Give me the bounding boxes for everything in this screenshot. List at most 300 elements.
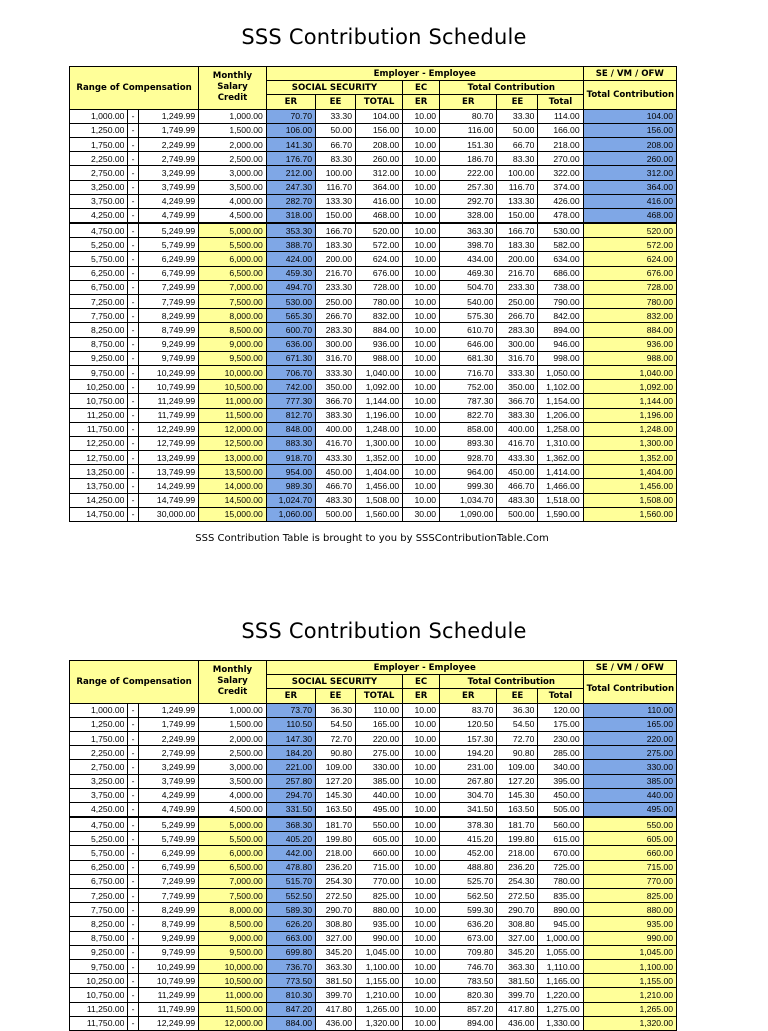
cell-range-from: 5,250.00	[70, 238, 128, 252]
cell-ss-total: 715.00	[355, 860, 402, 874]
cell-se-total: 495.00	[583, 802, 676, 817]
cell-range-dash: -	[128, 238, 138, 252]
cell-ss-ee: 417.80	[316, 1002, 356, 1016]
cell-range-dash: -	[128, 266, 138, 280]
cell-range-from: 10,750.00	[70, 988, 128, 1002]
cell-se-total: 660.00	[583, 846, 676, 860]
cell-se-total: 104.00	[583, 109, 676, 123]
cell-se-total: 520.00	[583, 223, 676, 238]
cell-tc-total: 946.00	[538, 337, 583, 351]
cell-tc-total: 114.00	[538, 109, 583, 123]
cell-ec-er: 10.00	[403, 436, 440, 450]
cell-se-total: 715.00	[583, 860, 676, 874]
cell-salary-credit: 3,000.00	[199, 760, 267, 774]
cell-ss-er: 848.00	[266, 422, 315, 436]
header-social-security: SOCIAL SECURITY	[266, 81, 402, 95]
cell-ss-ee: 36.30	[316, 703, 356, 717]
cell-range-dash: -	[128, 295, 138, 309]
cell-tc-total: 1,590.00	[538, 507, 583, 521]
cell-se-total: 1,155.00	[583, 974, 676, 988]
cell-ec-er: 10.00	[403, 166, 440, 180]
cell-ec-er: 10.00	[403, 1002, 440, 1016]
cell-se-total: 312.00	[583, 166, 676, 180]
cell-tc-ee: 345.20	[497, 945, 538, 959]
cell-ss-total: 495.00	[355, 802, 402, 817]
cell-tc-ee: 283.30	[497, 323, 538, 337]
cell-ss-er: 736.70	[266, 959, 315, 973]
cell-range-to: 7,749.99	[138, 889, 198, 903]
header-se-total-contribution: Total Contribution	[583, 675, 676, 703]
cell-range-dash: -	[128, 465, 138, 479]
cell-se-total: 605.00	[583, 832, 676, 846]
cell-tc-total: 1,206.00	[538, 408, 583, 422]
cell-salary-credit: 5,500.00	[199, 832, 267, 846]
cell-ss-ee: 466.70	[316, 479, 356, 493]
table-row	[70, 422, 677, 436]
cell-ss-er: 636.00	[266, 337, 315, 351]
cell-tc-er: 304.70	[440, 788, 497, 802]
cell-ss-total: 156.00	[355, 123, 402, 137]
cell-ss-ee: 216.70	[316, 266, 356, 280]
cell-range-from: 9,250.00	[70, 351, 128, 365]
cell-tc-ee: 400.00	[497, 422, 538, 436]
cell-range-from: 10,250.00	[70, 380, 128, 394]
cell-tc-er: 488.80	[440, 860, 497, 874]
table-row	[70, 988, 677, 1002]
cell-se-total: 156.00	[583, 123, 676, 137]
cell-se-total: 728.00	[583, 280, 676, 294]
cell-tc-ee: 399.70	[497, 988, 538, 1002]
cell-se-total: 1,144.00	[583, 394, 676, 408]
cell-ec-er: 10.00	[403, 451, 440, 465]
cell-ss-er: 552.50	[266, 889, 315, 903]
table-row	[70, 493, 677, 507]
table-row	[70, 194, 677, 208]
cell-tc-er: 709.80	[440, 945, 497, 959]
cell-ss-ee: 436.00	[316, 1016, 356, 1030]
table-row	[70, 1002, 677, 1016]
cell-ec-er: 10.00	[403, 208, 440, 223]
table-row	[70, 252, 677, 266]
cell-range-to: 4,249.99	[138, 194, 198, 208]
header-ss-total: TOTAL	[355, 689, 402, 703]
header-total-contribution: Total Contribution	[440, 81, 584, 95]
cell-range-to: 13,249.99	[138, 451, 198, 465]
cell-ec-er: 10.00	[403, 788, 440, 802]
cell-range-to: 30,000.00	[138, 507, 198, 521]
cell-ec-er: 10.00	[403, 295, 440, 309]
cell-tc-ee: 233.30	[497, 280, 538, 294]
cell-tc-total: 395.00	[538, 774, 583, 788]
cell-tc-ee: 133.30	[497, 194, 538, 208]
table-row	[70, 703, 677, 717]
cell-ss-er: 353.30	[266, 223, 315, 238]
cell-range-dash: -	[128, 365, 138, 379]
cell-ss-total: 330.00	[355, 760, 402, 774]
cell-se-total: 275.00	[583, 746, 676, 760]
cell-salary-credit: 4,500.00	[199, 802, 267, 817]
cell-range-from: 1,750.00	[70, 731, 128, 745]
cell-range-dash: -	[128, 280, 138, 294]
cell-tc-ee: 416.70	[497, 436, 538, 450]
cell-salary-credit: 8,000.00	[199, 309, 267, 323]
table-row	[70, 408, 677, 422]
cell-range-to: 9,249.99	[138, 931, 198, 945]
cell-ss-ee: 83.30	[316, 152, 356, 166]
cell-range-to: 10,249.99	[138, 365, 198, 379]
cell-ec-er: 10.00	[403, 351, 440, 365]
cell-se-total: 935.00	[583, 917, 676, 931]
header-ec-er: ER	[403, 95, 440, 109]
cell-range-to: 11,749.99	[138, 1002, 198, 1016]
cell-range-from: 4,250.00	[70, 208, 128, 223]
cell-tc-total: 582.00	[538, 238, 583, 252]
cell-ss-ee: 50.00	[316, 123, 356, 137]
cell-ss-ee: 127.20	[316, 774, 356, 788]
cell-tc-er: 157.30	[440, 731, 497, 745]
cell-tc-total: 1,055.00	[538, 945, 583, 959]
cell-se-total: 1,092.00	[583, 380, 676, 394]
header-tc-er: ER	[440, 689, 497, 703]
cell-range-to: 14,249.99	[138, 479, 198, 493]
cell-ec-er: 10.00	[403, 760, 440, 774]
cell-tc-total: 1,258.00	[538, 422, 583, 436]
cell-range-from: 11,750.00	[70, 422, 128, 436]
cell-tc-er: 415.20	[440, 832, 497, 846]
cell-tc-er: 752.00	[440, 380, 497, 394]
table-row	[70, 309, 677, 323]
cell-tc-er: 257.30	[440, 180, 497, 194]
cell-tc-er: 328.00	[440, 208, 497, 223]
cell-ec-er: 10.00	[403, 252, 440, 266]
cell-range-dash: -	[128, 846, 138, 860]
header-total-contribution: Total Contribution	[440, 675, 584, 689]
cell-range-dash: -	[128, 802, 138, 817]
cell-ss-ee: 316.70	[316, 351, 356, 365]
cell-ec-er: 10.00	[403, 717, 440, 731]
cell-ss-ee: 181.70	[316, 817, 356, 832]
cell-se-total: 220.00	[583, 731, 676, 745]
cell-se-total: 1,300.00	[583, 436, 676, 450]
cell-ec-er: 10.00	[403, 817, 440, 832]
cell-ss-total: 312.00	[355, 166, 402, 180]
cell-tc-total: 790.00	[538, 295, 583, 309]
cell-ss-total: 660.00	[355, 846, 402, 860]
cell-range-from: 1,000.00	[70, 109, 128, 123]
cell-tc-er: 783.50	[440, 974, 497, 988]
cell-tc-er: 120.50	[440, 717, 497, 731]
header-se-vm-ofw: SE / VM / OFW	[583, 67, 676, 81]
cell-salary-credit: 2,000.00	[199, 731, 267, 745]
cell-tc-ee: 127.20	[497, 774, 538, 788]
cell-se-total: 1,196.00	[583, 408, 676, 422]
cell-range-from: 8,250.00	[70, 323, 128, 337]
cell-range-dash: -	[128, 123, 138, 137]
table-row	[70, 959, 677, 973]
cell-salary-credit: 5,000.00	[199, 817, 267, 832]
table-row	[70, 323, 677, 337]
cell-ec-er: 10.00	[403, 988, 440, 1002]
cell-ss-total: 385.00	[355, 774, 402, 788]
cell-range-from: 2,250.00	[70, 746, 128, 760]
cell-ec-er: 10.00	[403, 802, 440, 817]
cell-tc-ee: 436.00	[497, 1016, 538, 1030]
cell-salary-credit: 6,500.00	[199, 266, 267, 280]
cell-se-total: 884.00	[583, 323, 676, 337]
cell-se-total: 1,352.00	[583, 451, 676, 465]
cell-ss-ee: 400.00	[316, 422, 356, 436]
table-row	[70, 123, 677, 137]
cell-tc-er: 636.20	[440, 917, 497, 931]
cell-salary-credit: 8,000.00	[199, 903, 267, 917]
cell-ss-ee: 272.50	[316, 889, 356, 903]
cell-tc-total: 1,310.00	[538, 436, 583, 450]
cell-ec-er: 10.00	[403, 380, 440, 394]
cell-range-to: 4,749.99	[138, 208, 198, 223]
cell-ss-er: 742.00	[266, 380, 315, 394]
cell-tc-total: 340.00	[538, 760, 583, 774]
cell-se-total: 1,456.00	[583, 479, 676, 493]
cell-ss-er: 282.70	[266, 194, 315, 208]
cell-tc-total: 670.00	[538, 846, 583, 860]
table-row	[70, 394, 677, 408]
table-row	[70, 931, 677, 945]
cell-tc-ee: 363.30	[497, 959, 538, 973]
cell-salary-credit: 5,500.00	[199, 238, 267, 252]
cell-range-from: 3,250.00	[70, 180, 128, 194]
cell-tc-er: 80.70	[440, 109, 497, 123]
cell-se-total: 880.00	[583, 903, 676, 917]
cell-ss-ee: 236.20	[316, 860, 356, 874]
cell-range-to: 6,249.99	[138, 252, 198, 266]
cell-tc-total: 738.00	[538, 280, 583, 294]
cell-tc-total: 1,362.00	[538, 451, 583, 465]
table-row	[70, 451, 677, 465]
header-monthly-salary-credit: Monthly Salary Credit	[199, 67, 267, 110]
cell-range-dash: -	[128, 746, 138, 760]
cell-tc-total: 426.00	[538, 194, 583, 208]
table-row	[70, 238, 677, 252]
cell-ss-ee: 90.80	[316, 746, 356, 760]
cell-range-from: 9,250.00	[70, 945, 128, 959]
header-range-of-compensation: Range of Compensation	[70, 661, 199, 704]
table-row	[70, 380, 677, 394]
cell-ss-ee: 500.00	[316, 507, 356, 521]
cell-tc-ee: 483.30	[497, 493, 538, 507]
cell-tc-er: 858.00	[440, 422, 497, 436]
cell-range-from: 1,250.00	[70, 123, 128, 137]
cell-ss-er: 478.80	[266, 860, 315, 874]
cell-ss-er: 671.30	[266, 351, 315, 365]
cell-range-from: 6,750.00	[70, 874, 128, 888]
cell-ec-er: 10.00	[403, 945, 440, 959]
cell-range-from: 7,250.00	[70, 295, 128, 309]
cell-ss-er: 810.30	[266, 988, 315, 1002]
cell-range-dash: -	[128, 252, 138, 266]
cell-salary-credit: 9,000.00	[199, 337, 267, 351]
cell-ss-total: 1,210.00	[355, 988, 402, 1002]
cell-tc-er: 999.30	[440, 479, 497, 493]
cell-ss-er: 221.00	[266, 760, 315, 774]
header-tc-total: Total	[538, 95, 583, 109]
cell-salary-credit: 14,500.00	[199, 493, 267, 507]
cell-ss-ee: 33.30	[316, 109, 356, 123]
cell-tc-er: 116.00	[440, 123, 497, 137]
table-row	[70, 746, 677, 760]
cell-range-dash: -	[128, 817, 138, 832]
table-row	[70, 109, 677, 123]
header-tc-ee: EE	[497, 689, 538, 703]
cell-ss-er: 626.20	[266, 917, 315, 931]
cell-range-from: 8,750.00	[70, 337, 128, 351]
cell-range-to: 10,749.99	[138, 380, 198, 394]
cell-tc-ee: 290.70	[497, 903, 538, 917]
cell-ss-er: 812.70	[266, 408, 315, 422]
cell-tc-ee: 54.50	[497, 717, 538, 731]
cell-ss-ee: 66.70	[316, 137, 356, 151]
cell-ec-er: 10.00	[403, 917, 440, 931]
cell-tc-er: 681.30	[440, 351, 497, 365]
cell-ss-total: 780.00	[355, 295, 402, 309]
cell-se-total: 416.00	[583, 194, 676, 208]
cell-se-total: 1,320.00	[583, 1016, 676, 1030]
cell-range-from: 1,250.00	[70, 717, 128, 731]
table-row	[70, 860, 677, 874]
cell-tc-ee: 100.00	[497, 166, 538, 180]
cell-tc-ee: 316.70	[497, 351, 538, 365]
cell-tc-total: 285.00	[538, 746, 583, 760]
cell-tc-er: 857.20	[440, 1002, 497, 1016]
cell-tc-er: 1,090.00	[440, 507, 497, 521]
header-ss-ee: EE	[316, 95, 356, 109]
cell-tc-total: 634.00	[538, 252, 583, 266]
table-row	[70, 351, 677, 365]
table-row	[70, 208, 677, 223]
cell-range-from: 6,750.00	[70, 280, 128, 294]
cell-ss-er: 1,024.70	[266, 493, 315, 507]
cell-se-total: 624.00	[583, 252, 676, 266]
cell-tc-total: 270.00	[538, 152, 583, 166]
cell-range-to: 3,249.99	[138, 166, 198, 180]
cell-ss-total: 1,144.00	[355, 394, 402, 408]
cell-range-from: 11,750.00	[70, 1016, 128, 1030]
cell-salary-credit: 4,500.00	[199, 208, 267, 223]
cell-range-to: 8,249.99	[138, 309, 198, 323]
table-row	[70, 137, 677, 151]
cell-range-to: 11,749.99	[138, 408, 198, 422]
cell-ec-er: 10.00	[403, 703, 440, 717]
cell-tc-total: 1,414.00	[538, 465, 583, 479]
cell-salary-credit: 7,500.00	[199, 889, 267, 903]
cell-range-to: 1,749.99	[138, 717, 198, 731]
cell-ss-total: 550.00	[355, 817, 402, 832]
cell-ec-er: 10.00	[403, 931, 440, 945]
table-row	[70, 917, 677, 931]
cell-tc-total: 686.00	[538, 266, 583, 280]
cell-se-total: 1,100.00	[583, 959, 676, 973]
cell-range-dash: -	[128, 223, 138, 238]
table-row	[70, 266, 677, 280]
cell-tc-er: 599.30	[440, 903, 497, 917]
cell-tc-ee: 50.00	[497, 123, 538, 137]
cell-se-total: 1,560.00	[583, 507, 676, 521]
cell-ss-ee: 116.70	[316, 180, 356, 194]
cell-range-from: 1,750.00	[70, 137, 128, 151]
cell-tc-er: 231.00	[440, 760, 497, 774]
cell-tc-er: 504.70	[440, 280, 497, 294]
cell-range-from: 3,250.00	[70, 774, 128, 788]
cell-tc-ee: 218.00	[497, 846, 538, 860]
cell-ss-er: 777.30	[266, 394, 315, 408]
cell-salary-credit: 5,000.00	[199, 223, 267, 238]
cell-salary-credit: 6,500.00	[199, 860, 267, 874]
table-row	[70, 874, 677, 888]
cell-range-from: 10,750.00	[70, 394, 128, 408]
cell-tc-total: 1,466.00	[538, 479, 583, 493]
cell-tc-er: 1,034.70	[440, 493, 497, 507]
cell-tc-ee: 236.20	[497, 860, 538, 874]
cell-ss-er: 442.00	[266, 846, 315, 860]
cell-salary-credit: 2,500.00	[199, 746, 267, 760]
cell-tc-er: 267.80	[440, 774, 497, 788]
cell-ss-er: 989.30	[266, 479, 315, 493]
cell-ss-er: 141.30	[266, 137, 315, 151]
cell-range-dash: -	[128, 137, 138, 151]
cell-range-from: 5,750.00	[70, 252, 128, 266]
cell-ec-er: 10.00	[403, 109, 440, 123]
cell-range-from: 5,250.00	[70, 832, 128, 846]
cell-ss-total: 364.00	[355, 180, 402, 194]
cell-tc-total: 1,275.00	[538, 1002, 583, 1016]
cell-ss-total: 676.00	[355, 266, 402, 280]
cell-tc-ee: 183.30	[497, 238, 538, 252]
cell-range-from: 2,250.00	[70, 152, 128, 166]
cell-range-dash: -	[128, 194, 138, 208]
cell-tc-ee: 83.30	[497, 152, 538, 166]
cell-tc-total: 1,000.00	[538, 931, 583, 945]
cell-tc-total: 1,165.00	[538, 974, 583, 988]
cell-ec-er: 10.00	[403, 846, 440, 860]
cell-ec-er: 10.00	[403, 309, 440, 323]
cell-tc-er: 469.30	[440, 266, 497, 280]
cell-range-from: 4,750.00	[70, 223, 128, 238]
cell-range-from: 8,750.00	[70, 931, 128, 945]
cell-ss-er: 405.20	[266, 832, 315, 846]
cell-tc-er: 894.00	[440, 1016, 497, 1030]
cell-tc-total: 218.00	[538, 137, 583, 151]
header-ss-total: TOTAL	[355, 95, 402, 109]
cell-tc-er: 673.00	[440, 931, 497, 945]
cell-ss-er: 388.70	[266, 238, 315, 252]
cell-ec-er: 10.00	[403, 493, 440, 507]
cell-tc-er: 83.70	[440, 703, 497, 717]
cell-range-from: 11,250.00	[70, 1002, 128, 1016]
cell-tc-er: 575.30	[440, 309, 497, 323]
cell-ss-total: 1,508.00	[355, 493, 402, 507]
cell-salary-credit: 10,500.00	[199, 380, 267, 394]
contribution-table-1	[69, 66, 677, 522]
cell-ss-total: 605.00	[355, 832, 402, 846]
cell-salary-credit: 13,500.00	[199, 465, 267, 479]
cell-range-to: 5,749.99	[138, 832, 198, 846]
cell-tc-total: 560.00	[538, 817, 583, 832]
cell-salary-credit: 8,500.00	[199, 917, 267, 931]
cell-tc-total: 1,050.00	[538, 365, 583, 379]
cell-salary-credit: 9,000.00	[199, 931, 267, 945]
footer-text: SSS Contribution Table is brought to you by SSSContributionTable.Com	[195, 533, 549, 544]
cell-ss-ee: 483.30	[316, 493, 356, 507]
cell-range-to: 7,249.99	[138, 874, 198, 888]
